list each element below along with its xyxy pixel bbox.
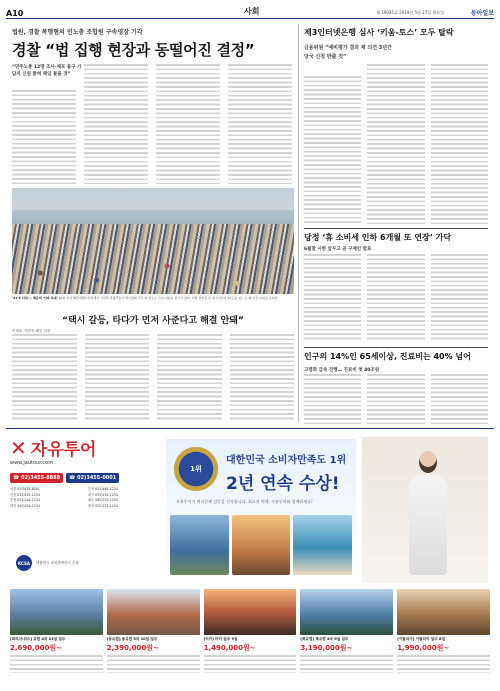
right-story1-body: [304, 64, 488, 224]
award-headline: 2년 연속 수상!: [226, 474, 340, 494]
tour-card[interactable]: [10, 589, 103, 681]
story2-headline[interactable]: “택시 갈등, 타다가 먼저 사준다고 해결 안돼”: [62, 316, 244, 326]
phone-row: [10, 473, 160, 483]
ad-model-block: [362, 437, 488, 583]
model-body: [409, 475, 447, 575]
phone-number[interactable]: ☎ 02)3455-8888: [10, 473, 63, 483]
model-figure: [406, 451, 450, 581]
tour-name: [동유럽] 동유럽 5국 10일 일주: [106, 637, 158, 641]
page-header: [6, 5, 494, 19]
tour-photo: [397, 589, 490, 635]
caption-label: ‘31℃ 더위’… 해운대 ‘인파 북새’: [12, 296, 58, 300]
body-column: [84, 64, 148, 184]
right-story3-headline[interactable]: 인구의 14%인 65세이상, 진료비는 40% 넘어: [304, 352, 471, 361]
body-column: [304, 76, 361, 224]
tour-name: [파리/스위스] 유럽 4국 13일 일주: [10, 637, 66, 641]
branch-item: 수원 031)246-1234: [10, 498, 40, 503]
right-story1-subheadline: 금융위원 “예비평가 결과 제 의견 3년간 당국 신청 반출 것”: [304, 45, 392, 60]
lead-headline[interactable]: 경찰 “법 집행 현장과 동떨어진 결정”: [12, 41, 255, 59]
caption-text: 26일 부산 해운대해수욕장에서 시민과 관광객들이 백사장에 가득 찰 정도로 모여 여름을 즐기고 있다. 이날 부산은 낮 최고기온이 31도를 넘는 등 때 이른 더위를 보였다.: [58, 296, 279, 300]
tour-price: 1,490,000원~: [203, 644, 256, 653]
body-column: [367, 254, 424, 342]
body-column: [431, 374, 488, 424]
ad-brand-block: [10, 435, 160, 585]
body-column: [431, 64, 488, 224]
right-story3-body: [304, 374, 488, 424]
tour-price: 2,690,000원~: [10, 644, 63, 653]
body-column: [367, 374, 424, 424]
medal-icon: 1위: [174, 447, 218, 491]
body-column: [12, 334, 77, 420]
seal-icon: KCSA: [16, 555, 32, 571]
lead-subheadline: “민주노총 12명 조사-체포 불구 가담자 신원 밝혀 책임 물을 것”: [12, 65, 82, 77]
body-column: [228, 64, 292, 184]
travel-advertisement[interactable]: [6, 428, 494, 686]
destination-photos: [170, 515, 352, 575]
right-story1-headline[interactable]: 제3인터넷은행 심사 ‘키움-토스’ 모두 탈락: [304, 28, 454, 37]
newspaper-name: 동아일보: [470, 10, 494, 17]
page-number: A10: [6, 9, 24, 18]
right-story2-body: [304, 254, 488, 342]
beach-crowd-photo[interactable]: [12, 188, 294, 294]
body-column: [156, 64, 220, 184]
story2-body: [12, 334, 294, 420]
award-title: 대한민국 소비자만족도 1위: [226, 455, 347, 466]
branch-item: 울산 052)271-1234: [88, 503, 118, 508]
tour-description: [204, 655, 297, 673]
story2-byline: 이재웅, 이찬진 페인 입장: [12, 329, 51, 333]
destination-photo: [293, 515, 352, 575]
tour-name: [터키] 터키 일주 9일: [203, 637, 238, 641]
body-column: [157, 334, 222, 420]
body-column: [304, 254, 361, 342]
section-rule: [304, 347, 488, 348]
tour-list: [10, 589, 490, 681]
tour-name: [북유럽] 북유럽 4국 9일 일주: [300, 637, 349, 641]
tour-description: [107, 655, 200, 673]
branch-list: [10, 487, 160, 508]
tour-photo: [300, 589, 393, 635]
right-story2-headline[interactable]: 당정 ‘휴 소비세 인하 6개월 또 연장’ 가닥: [304, 233, 452, 242]
tour-card[interactable]: [397, 589, 490, 681]
brand-logo-icon: ✕: [10, 435, 27, 460]
branch-item: 부산 051)465-1234: [88, 487, 118, 491]
brand-name: 자유투어: [30, 440, 97, 460]
lead-kicker: 법원, 경찰 폭행혐의 민노총 조합원 구속영장 기각: [12, 29, 143, 36]
destination-photo: [232, 515, 291, 575]
brand-row: [10, 435, 160, 460]
destination-photo: [170, 515, 229, 575]
tour-card[interactable]: [107, 589, 200, 681]
body-column: [304, 374, 361, 424]
tour-price: 1,990,000원~: [397, 644, 450, 653]
body-column: [12, 90, 76, 184]
branch-item: 대전 042)254-1234: [10, 503, 40, 508]
column-divider: [298, 24, 299, 422]
branch-item: 서울 02)3455-8001: [10, 487, 40, 491]
award-badge: [16, 555, 79, 571]
tour-photo: [107, 589, 200, 635]
body-column: [367, 64, 424, 224]
body-column: [431, 254, 488, 342]
photo-caption: [12, 296, 294, 300]
url-row: [10, 460, 160, 469]
tour-description: [10, 655, 103, 673]
section-name: 사회: [244, 7, 260, 16]
tour-photo: [204, 589, 297, 635]
tour-card[interactable]: [300, 589, 393, 681]
section-rule: [304, 228, 488, 229]
branch-item: 인천 032)425-1234: [10, 492, 40, 497]
tour-price: 3,190,000원~: [300, 644, 353, 653]
tour-price: 2,390,000원~: [106, 644, 159, 653]
tour-description: [397, 655, 490, 673]
model-head: [419, 451, 437, 473]
badge-text: 대한민국 소비자만족도 수상: [36, 560, 79, 565]
body-column: [85, 334, 150, 420]
body-column: [230, 334, 295, 420]
branch-item: 대구 053)254-1234: [88, 492, 118, 497]
lead-body: [12, 64, 292, 184]
right-story2-subheadline: 6월말 시한 앞두고 곧 구제안 발표: [304, 247, 372, 252]
crowd-area: [12, 224, 294, 294]
branch-item: 광주 062)233-1234: [88, 498, 118, 503]
tour-description: [300, 655, 393, 673]
award-tagline: 자유투어가 여러분께 감동을 선사합니다. 최고의 여행, 자유투어와 함께하세요!: [176, 499, 313, 504]
phone-number[interactable]: ☎ 02)3455-0001: [66, 473, 119, 483]
brand-url[interactable]: www.jautour.com: [10, 460, 54, 466]
tour-card[interactable]: [204, 589, 297, 681]
issue-date: 제 19045호 2019년 5월 27일 월요일: [376, 10, 444, 15]
tour-photo: [10, 589, 103, 635]
ad-award-block: [166, 439, 356, 579]
tour-name: [이탈리아] 이탈리아 일주 8일: [397, 637, 445, 641]
right-story3-subheadline: 고령화 급속 진행… 진료비 첫 40조원: [304, 368, 380, 373]
